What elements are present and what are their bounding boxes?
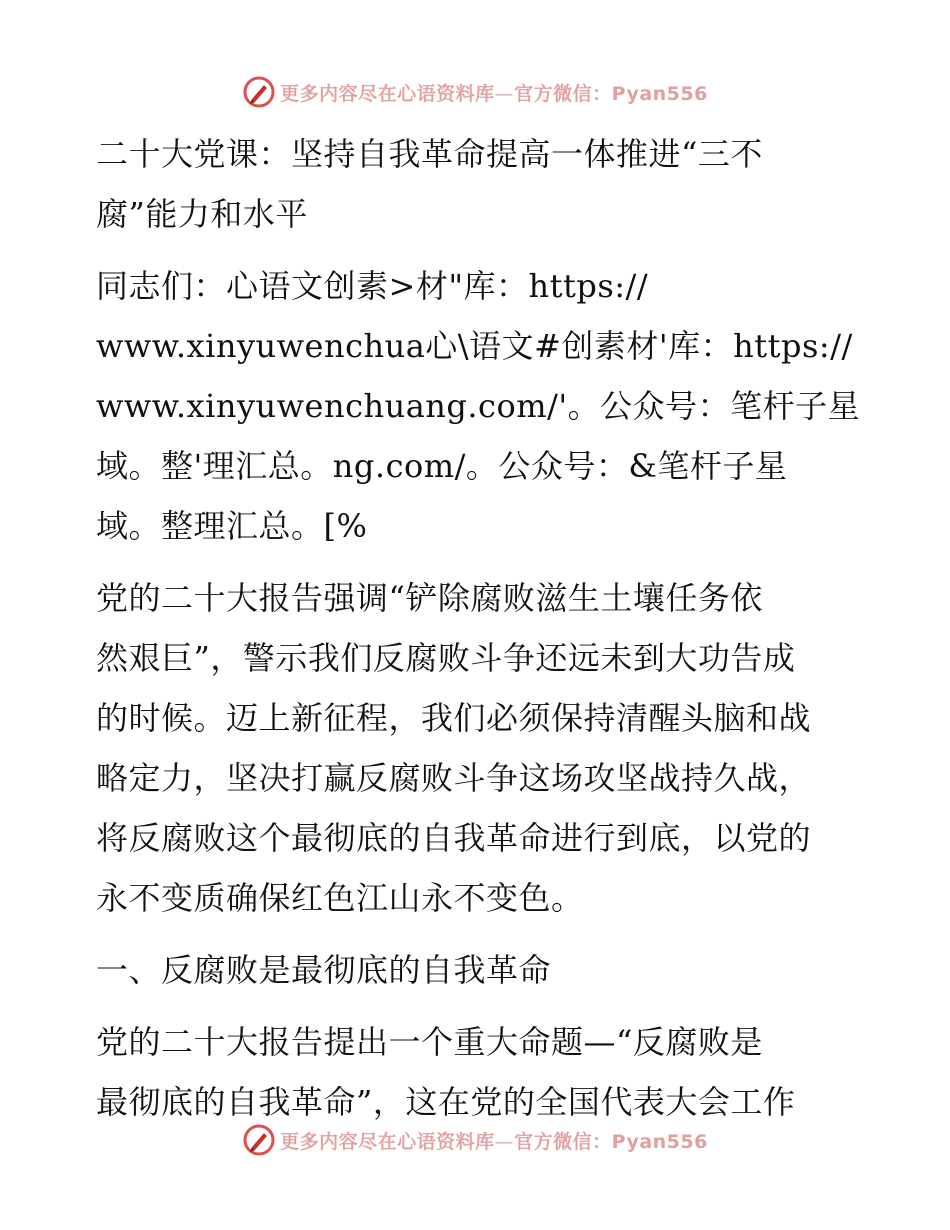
title-line: 腐”能力和水平 — [96, 195, 308, 233]
watermark-footer — [0, 1120, 950, 1160]
paragraph-line: 党的二十大报告提出一个重大命题—“反腐败是 — [96, 1023, 763, 1061]
paragraph-line: 永不变质确保红色江山永不变色。 — [96, 879, 584, 917]
paragraph-line: 域。整'理汇总。ng.com/。公众号：&笔杆子星 — [96, 447, 788, 485]
document-title — [96, 124, 856, 244]
watermark-text: 更多内容尽在心语资料库 — [280, 1130, 495, 1153]
paragraph-line: 域。整理汇总。[% — [96, 507, 368, 545]
paragraph-line: 党的二十大报告强调“铲除腐败滋生土壤任务依 — [96, 579, 763, 617]
paragraph-2 — [96, 1012, 856, 1132]
intro-paragraph — [96, 256, 861, 556]
paragraph-line: www.xinyuwenchuang.com/'。公众号：笔杆子星 — [96, 387, 861, 425]
paragraph-line: 的时候。迈上新征程，我们必须保持清醒头脑和战 — [96, 699, 812, 737]
paragraph-line: 略定力，坚决打赢反腐败斗争这场攻坚战持久战， — [96, 759, 812, 797]
watermark-header — [0, 72, 950, 112]
document-body — [96, 124, 861, 1144]
paragraph-line: 将反腐败这个最彻底的自我革命进行到底，以党的 — [96, 819, 812, 857]
paragraph-line: 最彻底的自我革命”，这在党的全国代表大会工作 — [96, 1083, 796, 1121]
watermark-wechat: 官方微信：Pyan556 — [514, 1130, 708, 1153]
watermark-wechat: 官方微信：Pyan556 — [514, 82, 708, 105]
heading-line: 一、反腐败是最彻底的自我革命 — [96, 951, 552, 989]
watermark-separator: — — [494, 1130, 515, 1153]
pen-logo-icon — [242, 75, 276, 109]
paragraph-line: 同志们：心语文创素>材"库：https:// — [96, 267, 649, 305]
section-heading — [96, 940, 856, 1000]
pen-logo-icon — [242, 1123, 276, 1157]
watermark-separator: — — [494, 82, 515, 105]
paragraph-line: 然艰巨”，警示我们反腐败斗争还远未到大功告成 — [96, 639, 796, 677]
watermark-text: 更多内容尽在心语资料库 — [280, 82, 495, 105]
title-line: 二十大党课：坚持自我革命提高一体推进“三不 — [96, 135, 763, 173]
paragraph-line: www.xinyuwenchua心\语文#创素材'库：https:// — [96, 327, 853, 365]
paragraph-1 — [96, 568, 856, 928]
